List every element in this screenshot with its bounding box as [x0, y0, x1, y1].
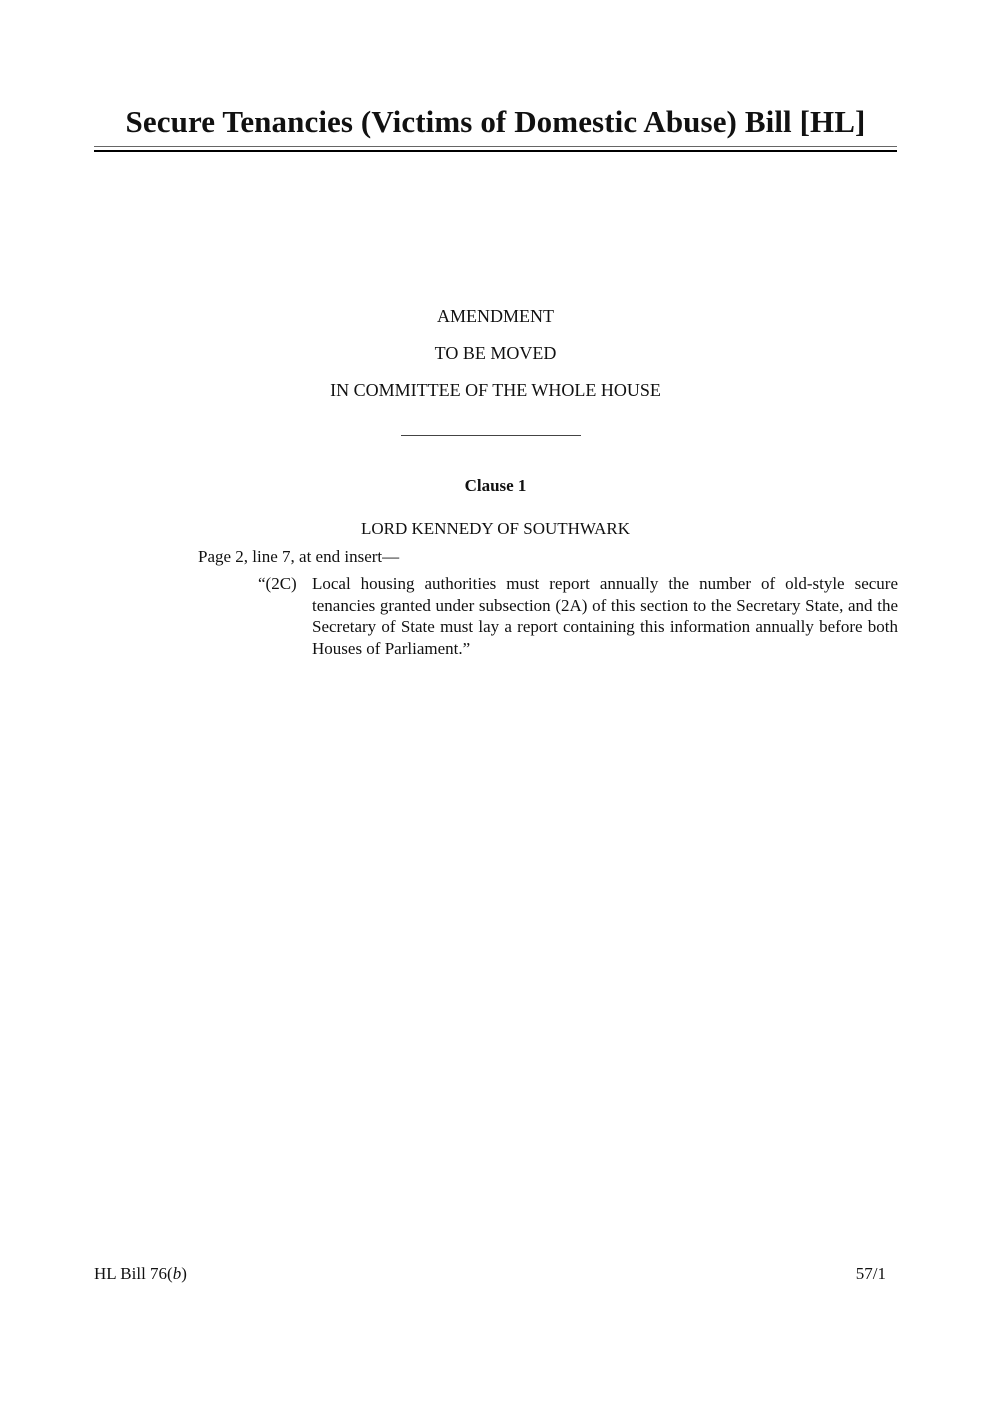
page-reference: 57/1: [855, 1264, 886, 1283]
bill-ref-prefix: HL Bill 76(: [94, 1264, 173, 1283]
heading-amendment: AMENDMENT: [437, 306, 554, 326]
title-rule-thick: [94, 150, 897, 152]
title-rule-thin: [94, 146, 897, 147]
section-divider: [401, 435, 581, 436]
clause-title: Clause 1: [464, 476, 527, 495]
heading-to-be-moved: TO BE MOVED: [434, 343, 557, 363]
bill-reference: [94, 1264, 187, 1284]
mover-name: LORD KENNEDY OF SOUTHWARK: [360, 519, 630, 538]
bill-ref-italic: b: [172, 1264, 182, 1283]
subsection-number: “(2C): [258, 574, 297, 593]
subsection-text: Local housing authorities must report annually the number of old-style secure tenancies granted under subsection (2A) of this section to the Secretary State, and the Secretary of State must lay a report containing this information annually before both Houses of Parliament.”: [312, 574, 898, 658]
bill-ref-suffix: ): [181, 1264, 187, 1283]
amendment-instruction: Page 2, line 7, at end insert—: [198, 547, 400, 566]
inserted-subsection: [258, 573, 898, 659]
heading-committee: IN COMMITTEE OF THE WHOLE HOUSE: [330, 380, 661, 400]
bill-title: Secure Tenancies (Victims of Domestic Abuse) Bill [HL]: [125, 104, 866, 139]
